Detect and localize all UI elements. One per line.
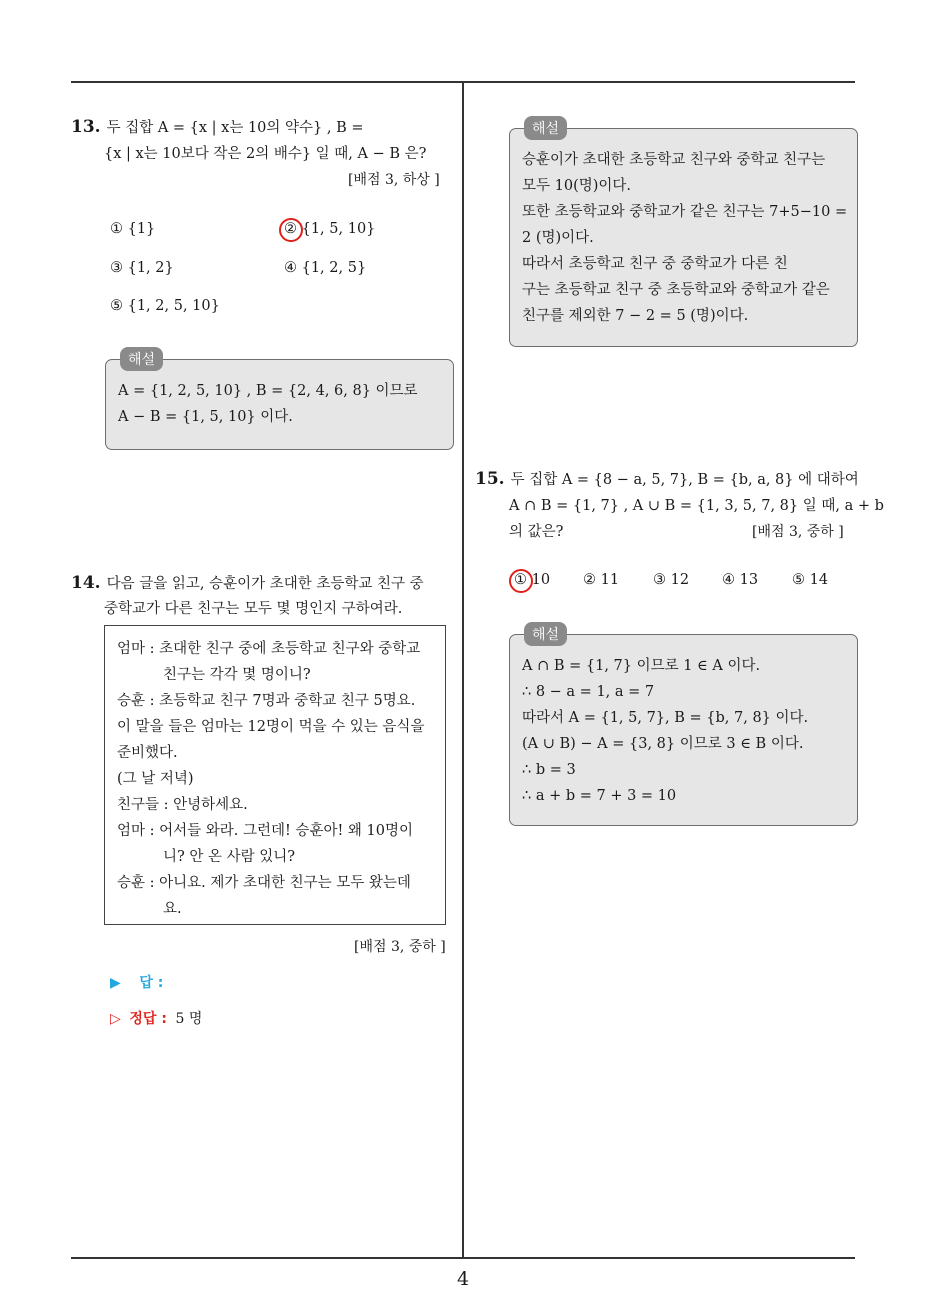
q14-explanation-box (509, 128, 858, 347)
correct-answer-circle (509, 569, 533, 593)
q14-explain-line: 친구를 제외한 7 − 2 = 5 (명)이다. (522, 308, 749, 324)
q14-explain-line: 승훈이가 초대한 초등학교 친구와 중학교 친구는 (522, 152, 826, 168)
q13-choice-2[interactable]: ② {1, 5, 10} (284, 221, 376, 237)
q15-stem-line3: 의 값은? (509, 524, 564, 540)
dialogue-line: 승훈 : 초등학교 친구 7명과 중학교 친구 5명요. (117, 693, 416, 709)
q13-choice-3[interactable]: ③ {1, 2} (110, 260, 174, 276)
dialogue-line: 승훈 : 아니요. 제가 초대한 친구는 모두 왔는데 (117, 875, 411, 891)
dialogue-line: 준비했다. (117, 745, 178, 761)
q14-dialogue-box (104, 625, 446, 925)
q15-explain-line: ∴ a + b = 7 + 3 = 10 (522, 788, 677, 804)
q15-explain-line: ∴ 8 − a = 1, a = 7 (522, 684, 655, 700)
q15-choice-3[interactable]: ③ 12 (653, 572, 690, 588)
q15-explain-tag: 해설 (524, 622, 567, 646)
q13-stem-line2: {x | x는 10보다 작은 2의 배수} 일 때, A − B 은? (104, 146, 427, 162)
dialogue-line: 엄마 : 초대한 친구 중에 초등학교 친구와 중학교 (117, 641, 421, 657)
correct-marker-icon: ▷ (110, 1011, 121, 1027)
q14-explain-line: 2 (명)이다. (522, 230, 594, 246)
q15-stem-line1: 15. 두 집합 A = {8 − a, 5, 7}, B = {b, a, 8} 에 대하여 (475, 469, 859, 489)
q14-stem-line1: 14. 다음 글을 읽고, 승훈이가 초대한 초등학교 친구 중 (71, 573, 424, 593)
q15-explain-line: ∴ b = 3 (522, 762, 576, 778)
q15-explanation-box (509, 634, 858, 826)
dialogue-line: (그 날 저녁) (117, 771, 194, 787)
dialogue-line: 엄마 : 어서들 와라. 그런데! 승훈아! 왜 10명이 (117, 823, 413, 839)
dialogue-line: 친구들 : 안녕하세요. (117, 797, 248, 813)
q14-score: [배점 3, 중하 ] (354, 939, 446, 955)
q13-score: [배점 3, 하상 ] (348, 172, 440, 188)
q13-choice-5[interactable]: ⑤ {1, 2, 5, 10} (110, 298, 220, 314)
q15-stem-line2: A ∩ B = {1, 7} , A ∪ B = {1, 3, 5, 7, 8} 일 때, a + b (509, 498, 884, 514)
q15-choice-5[interactable]: ⑤ 14 (792, 572, 829, 588)
correct-value: 5 명 (175, 1011, 203, 1027)
q15-choice-1[interactable]: ① 10 (514, 572, 551, 588)
q14-answer-row (110, 972, 163, 992)
q15-choice-4[interactable]: ④ 13 (722, 572, 759, 588)
q13-number: 13. (71, 117, 101, 137)
q14-explain-tag: 해설 (524, 116, 567, 140)
q13-explain-line2: A − B = {1, 5, 10} 이다. (118, 409, 293, 425)
q13-explain-line1: A = {1, 2, 5, 10} , B = {2, 4, 6, 8} 이므로 (118, 383, 418, 399)
answer-marker-icon: ▶ (110, 975, 121, 991)
q13-explanation-box (105, 359, 454, 450)
dialogue-line: 요. (163, 901, 182, 917)
correct-label: 정답 : (129, 1011, 167, 1027)
q15-explain-line: 따라서 A = {1, 5, 7}, B = {b, 7, 8} 이다. (522, 710, 809, 726)
q13-explain-tag: 해설 (120, 347, 163, 371)
q13-choice-1[interactable]: ① {1} (110, 221, 156, 237)
q15-choice-2[interactable]: ② 11 (583, 572, 620, 588)
q14-explain-line: 구는 초등학교 친구 중 초등학교와 중학교가 같은 (522, 282, 830, 298)
correct-answer-circle (279, 218, 303, 242)
q15-explain-line: A ∩ B = {1, 7} 이므로 1 ∈ A 이다. (522, 658, 761, 674)
q13-choice-4[interactable]: ④ {1, 2, 5} (284, 260, 367, 276)
q15-explain-line: (A ∪ B) − A = {3, 8} 이므로 3 ∈ B 이다. (522, 736, 804, 752)
page-number: 4 (456, 1268, 470, 1290)
dialogue-line: 이 말을 들은 엄마는 12명이 먹을 수 있는 음식을 (117, 719, 425, 735)
answer-label: 답 : (139, 975, 164, 991)
dialogue-line: 친구는 각각 몇 명이니? (163, 667, 311, 683)
q14-explain-line: 또한 초등학교와 중학교가 같은 친구는 7+5−10 = (522, 204, 848, 220)
q15-score: [배점 3, 중하 ] (752, 524, 844, 540)
q14-correct-row (110, 1008, 202, 1028)
q14-number: 14. (71, 573, 101, 593)
bottom-rule (71, 1257, 855, 1259)
q15-number: 15. (475, 469, 505, 489)
q14-explain-line: 따라서 초등학교 친구 중 중학교가 다른 친 (522, 256, 788, 272)
column-divider (462, 82, 464, 1257)
dialogue-line: 니? 안 온 사람 있니? (163, 849, 296, 865)
q14-explain-line: 모두 10(명)이다. (522, 178, 632, 194)
q14-stem-line2: 중학교가 다른 친구는 모두 몇 명인지 구하여라. (104, 601, 403, 617)
q13-stem-line1: 13. 두 집합 A = {x | x는 10의 약수} , B = (71, 117, 364, 137)
